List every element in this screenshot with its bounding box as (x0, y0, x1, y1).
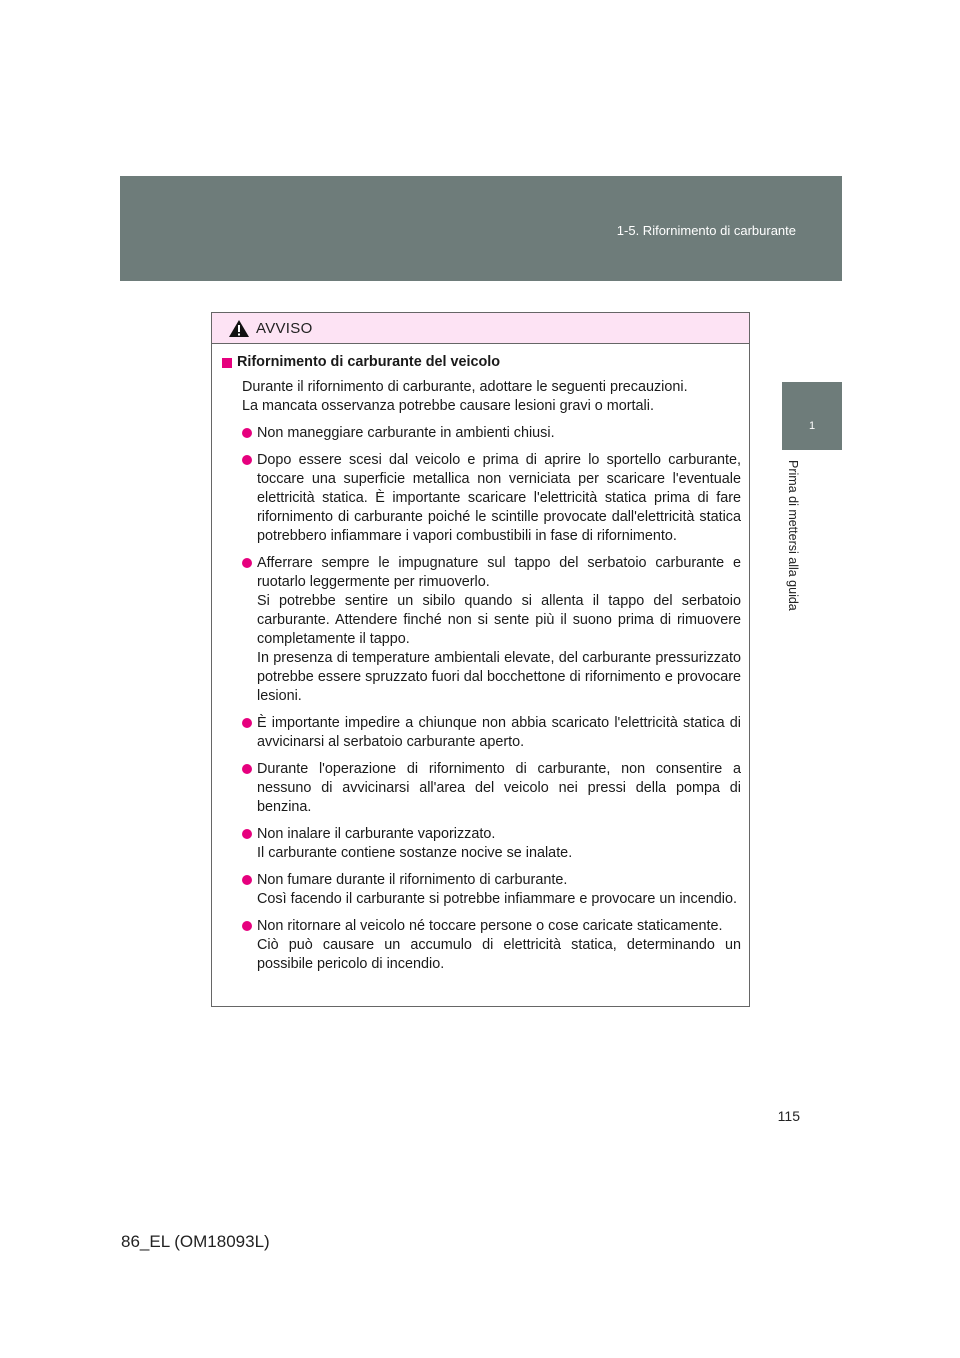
chapter-title: Prima di mettersi alla guida (786, 460, 800, 611)
document-code: 86_EL (OM18093L) (121, 1232, 270, 1251)
bullet-text: In presenza di temperature ambientali elevate, del carburante pressurizzato potrebbe essere spruzzato fuori dal bocchettone di rifornimento e provocare lesioni. (257, 650, 741, 704)
header-band (120, 176, 842, 281)
list-item (222, 424, 741, 443)
warning-box (211, 312, 750, 1007)
bullet-dot-icon (242, 428, 252, 438)
bullet-text: Così facendo il carburante si potrebbe infiammare e provocare un incendio. (257, 891, 737, 907)
list-item (222, 554, 741, 706)
intro-line: La mancata osservanza potrebbe causare lesioni gravi o mortali. (242, 398, 654, 414)
warning-heading-row (222, 353, 741, 372)
intro-line: Durante il rifornimento di carburante, adottare le seguenti precauzioni. (242, 379, 688, 395)
bullet-text: Non inalare il carburante vaporizzato. (257, 826, 496, 842)
bullet-dot-icon (242, 718, 252, 728)
chapter-side-label (786, 460, 814, 640)
warning-heading: Rifornimento di carburante del veicolo (237, 354, 501, 370)
bullet-text: Ciò può causare un accumulo di elettricità statica, determinando un possibile pericolo di incendio. (257, 937, 741, 972)
bullet-dot-icon (242, 455, 252, 465)
bullet-dot-icon (242, 875, 252, 885)
warning-intro (222, 378, 741, 416)
bullet-dot-icon (242, 829, 252, 839)
bullet-dot-icon (242, 764, 252, 774)
bullet-text: Non maneggiare carburante in ambienti chiusi. (257, 425, 555, 441)
page-number: 115 (777, 1108, 800, 1124)
list-item (222, 825, 741, 863)
warning-body (212, 344, 749, 974)
square-bullet-icon (222, 358, 232, 368)
chapter-number: 1 (808, 420, 816, 432)
list-item (222, 917, 741, 974)
bullet-dot-icon (242, 921, 252, 931)
bullet-text: Durante l'operazione di rifornimento di carburante, non consentire a nessuno di avvicinarsi all'area del veicolo nei pressi della pompa di benzina. (257, 761, 741, 815)
bullet-text: È importante impedire a chiunque non abbia scaricato l'elettricità statica di avvicinarsi al serbatoio carburante aperto. (257, 715, 741, 750)
bullet-text: Afferrare sempre le impugnature sul tappo del serbatoio carburante e ruotarlo leggermente per rimuoverlo. (257, 555, 741, 590)
bullet-text: Non ritornare al veicolo né toccare persone o cose caricate staticamente. (257, 918, 723, 934)
bullet-text: Dopo essere scesi dal veicolo e prima di aprire lo sportello carburante, toccare una superficie metallica non verniciata per scaricare l'eventuale elettricità statica. È importante scaricare l'elettricità statica prima di fare rifornimento di carburante poiché le scintille provocate dall'elettricità statica potrebbero infiammare i vapori combustibili in fase di rifornimento. (257, 452, 741, 544)
warning-label: AVVISO (256, 319, 313, 337)
bullet-text: Il carburante contiene sostanze nocive se inalate. (257, 845, 573, 861)
bullet-text: Si potrebbe sentire un sibilo quando si allenta il tappo del serbatoio carburante. Attendere finché non si sente più il suono prima di rimuovere completamente il tappo. (257, 593, 741, 647)
list-item (222, 714, 741, 752)
bullet-text: Non fumare durante il rifornimento di carburante. (257, 872, 568, 888)
warning-triangle-icon (228, 319, 250, 338)
section-title: 1-5. Rifornimento di carburante (616, 223, 796, 238)
list-item (222, 451, 741, 546)
bullet-dot-icon (242, 558, 252, 568)
warning-header (212, 313, 749, 344)
list-item (222, 871, 741, 909)
list-item (222, 760, 741, 817)
chapter-tab[interactable] (782, 382, 842, 450)
